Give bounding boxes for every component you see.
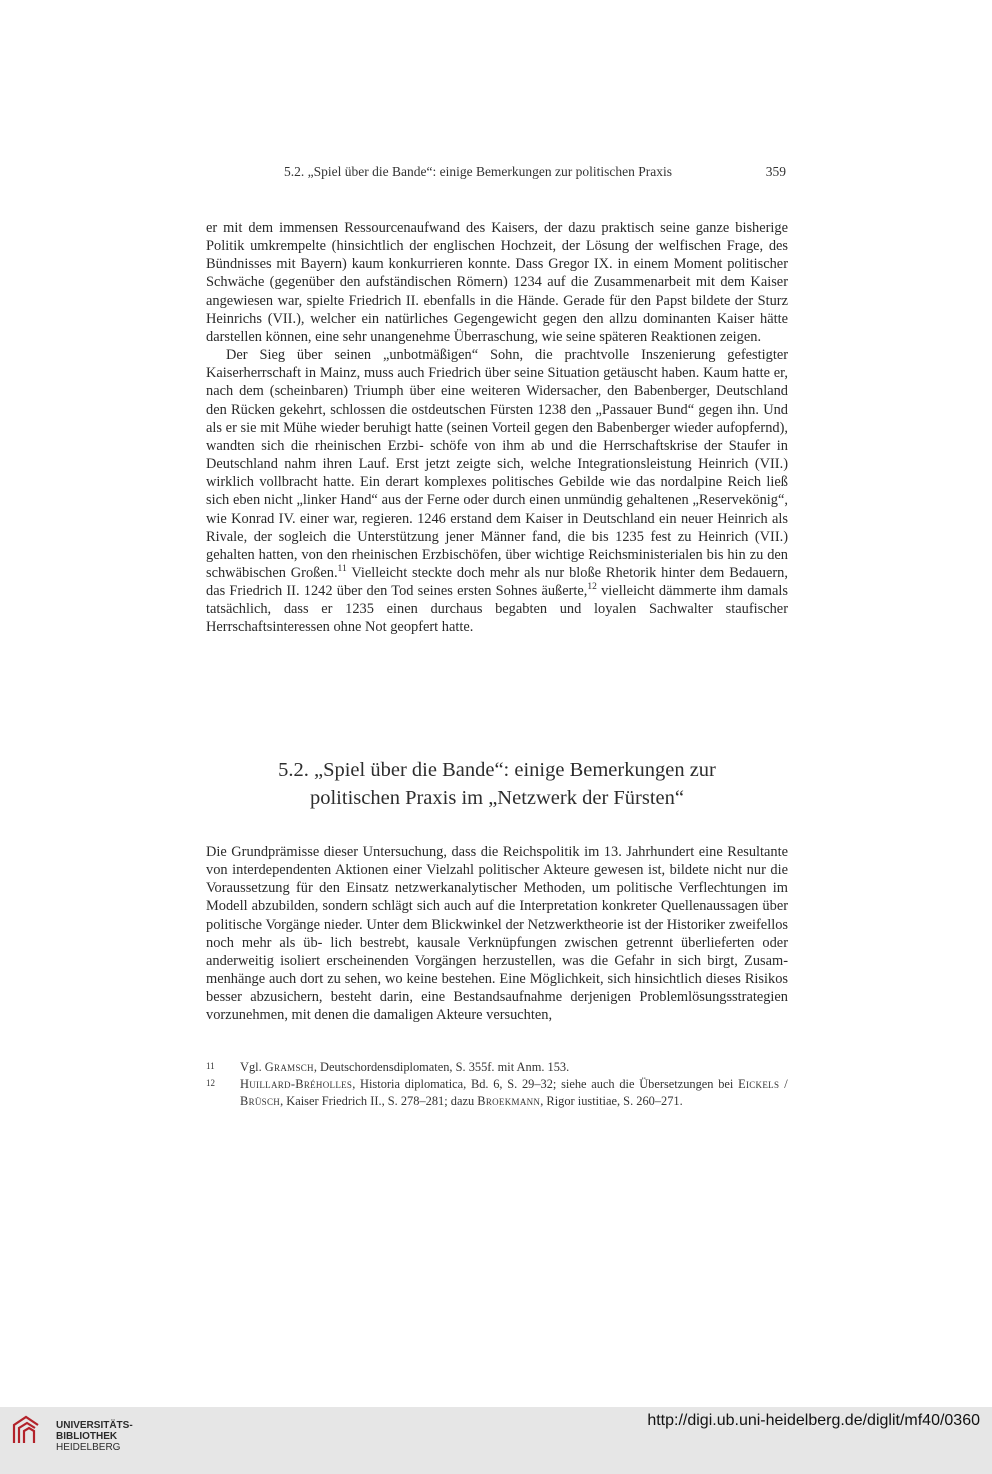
footnote-author: Eickels / Brüsch (240, 1077, 788, 1108)
text-line: ist, bildete nicht nur die Voraussetzung für den Einsatz netzwerkanalytischer Methoden, (206, 862, 788, 897)
text-line: Erst jetzt zeigte sich, welche Integrationsleistung Heinrich (VII.) wirklich vollbracht hatte. (206, 456, 788, 491)
text-line: die Interpretation konkreter Quellenaussagen über politische Vorgänge nieder. Unter (206, 898, 788, 933)
digital-copy-url[interactable]: http://digi.ub.uni-heidelberg.de/diglit/mf40/0360 (647, 1412, 980, 1429)
page-number: 359 (765, 164, 786, 179)
footnote-author: Gramsch (264, 1060, 314, 1074)
text-line: Die Grundprämisse dieser Untersuchung, dass die Reichspolitik im 13. Jahrhundert eine (206, 844, 723, 860)
footnote-fragment: , Deutschordensdiplomaten, S. 355f. mit Anm. 153. (313, 1060, 570, 1074)
library-name-line-3: HEIDELBERG (56, 1442, 121, 1453)
footnote-fragment: , Kaiser Friedrich II., S. 278–281; dazu (280, 1094, 478, 1108)
text-line: Heinrich als Rivale, der sogleich die Unterstützung jener Männer fand, die bis 1235 fest (206, 510, 788, 545)
text-line: die Zusammenarbeit mit dem Kaiser angewiesen war, spielte Friedrich II. ebenfalls in die (206, 274, 788, 309)
paragraph-1 (206, 219, 788, 346)
text-line: lich bestrebt, kausale Verknüpfungen zwischen getrennt überlieferten oder anderweitig (206, 934, 788, 969)
text-line: Problemlösungsstrategien vorzunehmen, mit denen die damaligen Akteure versuchten, (206, 989, 788, 1024)
body-text-block-1 (206, 219, 788, 637)
text-line: den „Passauer Bund“ gegen ihn. Und als er sie mit Mühe wieder beruhigt hatte (seinen (206, 401, 788, 436)
text-line: wie Konrad IV. einer war, regieren. 1246 erstand dem Kaiser in Deutschland ein neuer (206, 510, 713, 527)
text-line: welfischen Frage, des Bündnisses mit Bayern) kaum konkurrieren konnte. Dass Gregor IX. (206, 238, 789, 273)
text-line: Gegengewicht gegen den allzu dominanten Kaiser hätte darstellen können, eine sehr (206, 310, 788, 345)
text-line: Vielleicht steckte doch mehr (346, 564, 520, 581)
text-line: Hände. Gerade für den Papst bildete der Sturz Heinrichs (VII.), welcher ein natürliches (206, 292, 788, 327)
footnote-12 (206, 1076, 788, 1110)
footnote-text (240, 1076, 788, 1110)
text-line: Ein derart komplexes politisches Gebilde wie das nordalpine Reich ließ sich eben nicht (206, 474, 788, 509)
text-line: er mit dem immensen Ressourcenaufwand des Kaisers, der dazu praktisch seine ganze (206, 220, 730, 236)
text-line: Kaum hatte er, nach dem (scheinbaren) Triumph über eine weiteren Widersacher, den (206, 365, 788, 400)
text-line: in einem Moment politischer Schwäche (gegenüber den aufständischen Römern) 1234 auf (206, 256, 788, 291)
library-name-line-1: UNIVERSITÄTS- (56, 1420, 133, 1431)
footnote-author: Broekmann (477, 1094, 541, 1108)
footnote-fragment: , Rigor iustitiae, S. 260–271. (540, 1094, 683, 1108)
section-heading-line-1: 5.2. „Spiel über die Bande“: einige Bemerkungen zur (278, 759, 716, 781)
footnotes (206, 1059, 788, 1110)
text-line: dieses Risikos besser abzusichern, besteht darin, eine Bestandsaufnahme derjenigen (206, 971, 789, 1006)
running-head-title: 5.2. „Spiel über die Bande“: einige Bemerkungen zur politischen Praxis (284, 164, 673, 179)
body-text-block-2 (206, 843, 788, 1025)
footnote-ref-12[interactable]: 12 (587, 582, 597, 593)
text-line: ersten Sohnes äußerte, (457, 583, 588, 600)
text-line: Babenberger, Deutschland den Rücken gekehrt, schlossen die ostdeutschen Fürsten 1238 (206, 383, 788, 418)
footnote-number: 11 (206, 1061, 215, 1071)
paragraph-3 (206, 843, 788, 1025)
text-line: zu Heinrich (VII.) gehalten hatten, von den rheinischen Erzbischöfen, über wichtige (206, 528, 788, 563)
footnote-number: 12 (206, 1078, 215, 1088)
text-line: Kaiserherrschaft in Mainz, muss auch Friedrich über seine Situation getäuscht haben. (206, 365, 700, 382)
text-line: geopfert hatte. (390, 619, 474, 636)
running-head (206, 164, 786, 180)
paragraph-2 (206, 346, 788, 637)
text-line: durchaus begabten und loyalen Sachwalter staufischer Herrschaftsinteressen ohne Not (206, 601, 788, 636)
text-line: „linker Hand“ aus der Ferne oder durch einen unmündig gehaltenen „Reservekönig“, (296, 492, 788, 509)
library-name-line-2: BIBLIOTHEK (56, 1431, 118, 1442)
text-line: um politische Verflechtungen im Modell abzubilden, sondern schlägt sich auch auf (206, 880, 788, 915)
section-heading (206, 756, 788, 812)
footnote-text (240, 1059, 788, 1076)
text-line: schöfe von ihm ab und die Herrschaftskrise der Staufer in Deutschland nahm ihren Lauf. (206, 437, 788, 473)
text-line: Resultante von interdependenten Aktionen einer Vielzahl politischer Akteure gewesen (206, 844, 788, 879)
ub-heidelberg-logo-icon[interactable] (10, 1413, 44, 1447)
text-line: menhänge auch dort zu sehen, wo keine bestehen. Eine Möglichkeit, sich hinsichtlich (206, 971, 702, 988)
text-line: Reichsministerialen bis hin zu den schwäbischen Großen. (206, 546, 788, 581)
text-line: isoliert erscheinenden Vorgängen herzustellen, was die Gefahr in sich birgt, Zusam- (280, 952, 788, 969)
library-name[interactable] (56, 1420, 133, 1453)
text-line: dem Blickwinkel der Netzwerktheorie ist der Historiker zweifellos noch mehr als üb- (206, 916, 788, 951)
footnote-fragment: , Historia diplomatica, Bd. 6, S. 29–32; siehe auch die Übersetzungen bei (352, 1077, 739, 1091)
text-line: Der Sieg über seinen „unbotmäßigen“ Sohn, die prachtvolle Inszenierung gefestigter (226, 347, 788, 364)
footnote-author: Huillard-Bréholles (240, 1077, 353, 1091)
text-line: bisherige Politik umkrempelte (hinsichtlich der englischen Hochzeit, der Lösung der (206, 220, 788, 255)
footnote-ref-11[interactable]: 11 (337, 564, 347, 575)
text-line: Vorteil gegen den Babenberger wieder aufopfernd), wandten sich die rheinischen Erzbi- (206, 419, 788, 454)
section-heading-line-2: politischen Praxis im „Netzwerk der Fürsten“ (309, 787, 685, 809)
text-line: als nur bloße Rhetorik hinter dem Bedauern, das Friedrich II. 1242 über den Tod seines (206, 564, 788, 600)
text-line: unangenehme Überraschung, wie seine späteren Reaktionen zeigen. (370, 328, 762, 345)
footnote-fragment: Vgl. (240, 1060, 265, 1074)
text-line: vielleicht dämmerte ihm damals tatsächlich, dass er 1235 einen (206, 583, 788, 618)
footnote-11 (206, 1059, 788, 1076)
